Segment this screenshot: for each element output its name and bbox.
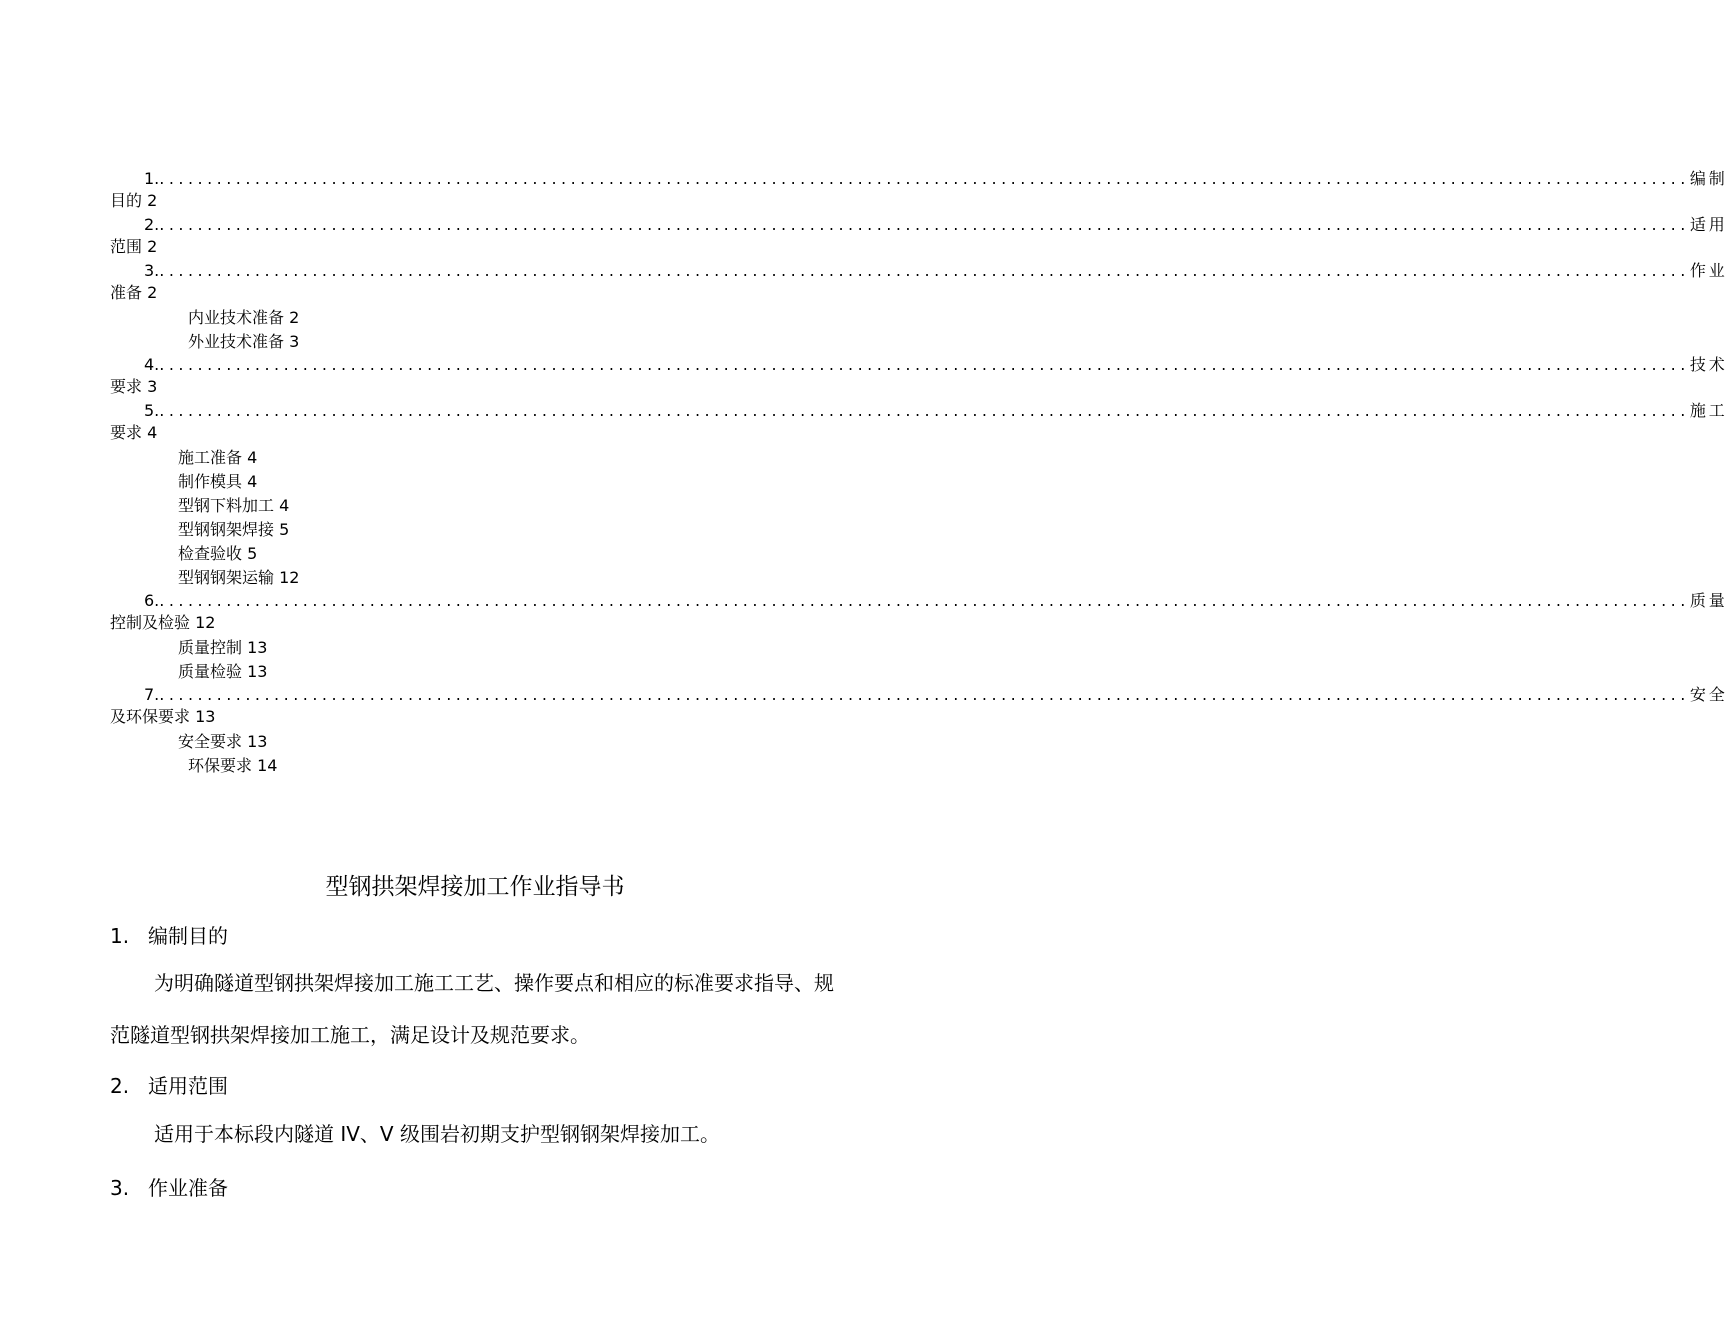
toc-subentry[interactable]: 检查验收 5	[178, 544, 258, 563]
toc-heading-rest: 要求 3	[110, 377, 158, 396]
toc-heading-rest: 控制及检验 12	[110, 613, 216, 632]
document-title: 型钢拱架焊接加工作业指导书	[325, 874, 625, 900]
toc-number: 2.	[144, 215, 160, 234]
toc-subentry[interactable]: 施工准备 4	[178, 448, 258, 467]
toc-entry-2[interactable]	[110, 214, 1728, 236]
toc-subentry[interactable]: 外业技术准备 3	[188, 332, 300, 351]
toc-subentry[interactable]: 安全要求 13	[178, 732, 268, 751]
toc-number: 6.	[144, 591, 160, 610]
section-title: 编制目的	[148, 924, 228, 948]
toc-subentry[interactable]: 质量检验 13	[178, 662, 268, 681]
toc-heading-start: 施工	[1689, 401, 1728, 420]
section-number: 1.	[110, 924, 130, 948]
toc-heading-start: 编制	[1689, 169, 1728, 188]
section-heading-2	[110, 1070, 228, 1099]
section-title: 作业准备	[148, 1176, 228, 1200]
section-number: 2.	[110, 1074, 130, 1098]
toc-subentry[interactable]: 型钢钢架焊接 5	[178, 520, 290, 539]
section-heading-3	[110, 1172, 228, 1201]
toc-leader-dots: ................................................................................................................................................................	[159, 169, 1690, 188]
toc-subentry[interactable]: 内业技术准备 2	[188, 308, 300, 327]
toc-number: 3.	[144, 261, 160, 280]
toc-heading-rest: 要求 4	[110, 423, 158, 442]
toc-subentry[interactable]: 环保要求 14	[188, 756, 278, 775]
toc-heading-start: 技术	[1689, 355, 1728, 374]
toc-entry-5[interactable]	[110, 400, 1728, 422]
toc-entry-4[interactable]	[110, 354, 1728, 376]
paragraph-scope: 适用于本标段内隧道 IV、V 级围岩初期支护型钢钢架焊接加工。	[154, 1122, 720, 1146]
section-heading-1	[110, 920, 228, 949]
table-of-contents	[110, 168, 1728, 778]
toc-heading-start: 安全	[1689, 685, 1728, 704]
toc-leader-dots: ................................................................................................................................................................	[159, 401, 1690, 420]
toc-heading-start: 质量	[1689, 591, 1728, 610]
toc-heading-rest: 目的 2	[110, 191, 158, 210]
toc-leader-dots: ................................................................................................................................................................	[159, 685, 1690, 704]
toc-number: 4.	[144, 355, 160, 374]
toc-entry-6[interactable]	[110, 590, 1728, 612]
toc-heading-start: 作业	[1689, 261, 1728, 280]
toc-subentry[interactable]: 型钢钢架运输 12	[178, 568, 300, 587]
toc-leader-dots: ................................................................................................................................................................	[159, 261, 1690, 280]
toc-number: 1.	[144, 169, 160, 188]
toc-number: 5.	[144, 401, 160, 420]
toc-entry-3[interactable]	[110, 260, 1728, 282]
toc-subentry[interactable]: 制作模具 4	[178, 472, 258, 491]
toc-number: 7.	[144, 685, 160, 704]
toc-subentry[interactable]: 质量控制 13	[178, 638, 268, 657]
section-number: 3.	[110, 1176, 130, 1200]
toc-heading-rest: 范围 2	[110, 237, 158, 256]
toc-leader-dots: ................................................................................................................................................................	[159, 215, 1690, 234]
toc-subentry[interactable]: 型钢下料加工 4	[178, 496, 290, 515]
toc-heading-rest: 准备 2	[110, 283, 158, 302]
toc-heading-rest: 及环保要求 13	[110, 707, 216, 726]
toc-leader-dots: ................................................................................................................................................................	[159, 355, 1690, 374]
toc-entry-7[interactable]	[110, 684, 1728, 706]
section-title: 适用范围	[148, 1074, 228, 1098]
toc-leader-dots: ................................................................................................................................................................	[159, 591, 1690, 610]
toc-entry-1[interactable]	[110, 168, 1728, 190]
toc-heading-start: 适用	[1689, 215, 1728, 234]
paragraph-purpose: 为明确隧道型钢拱架焊接加工施工工艺、操作要点和相应的标准要求指导、规范隧道型钢拱架焊接加工施工，满足设计及规范要求。	[110, 971, 834, 1047]
